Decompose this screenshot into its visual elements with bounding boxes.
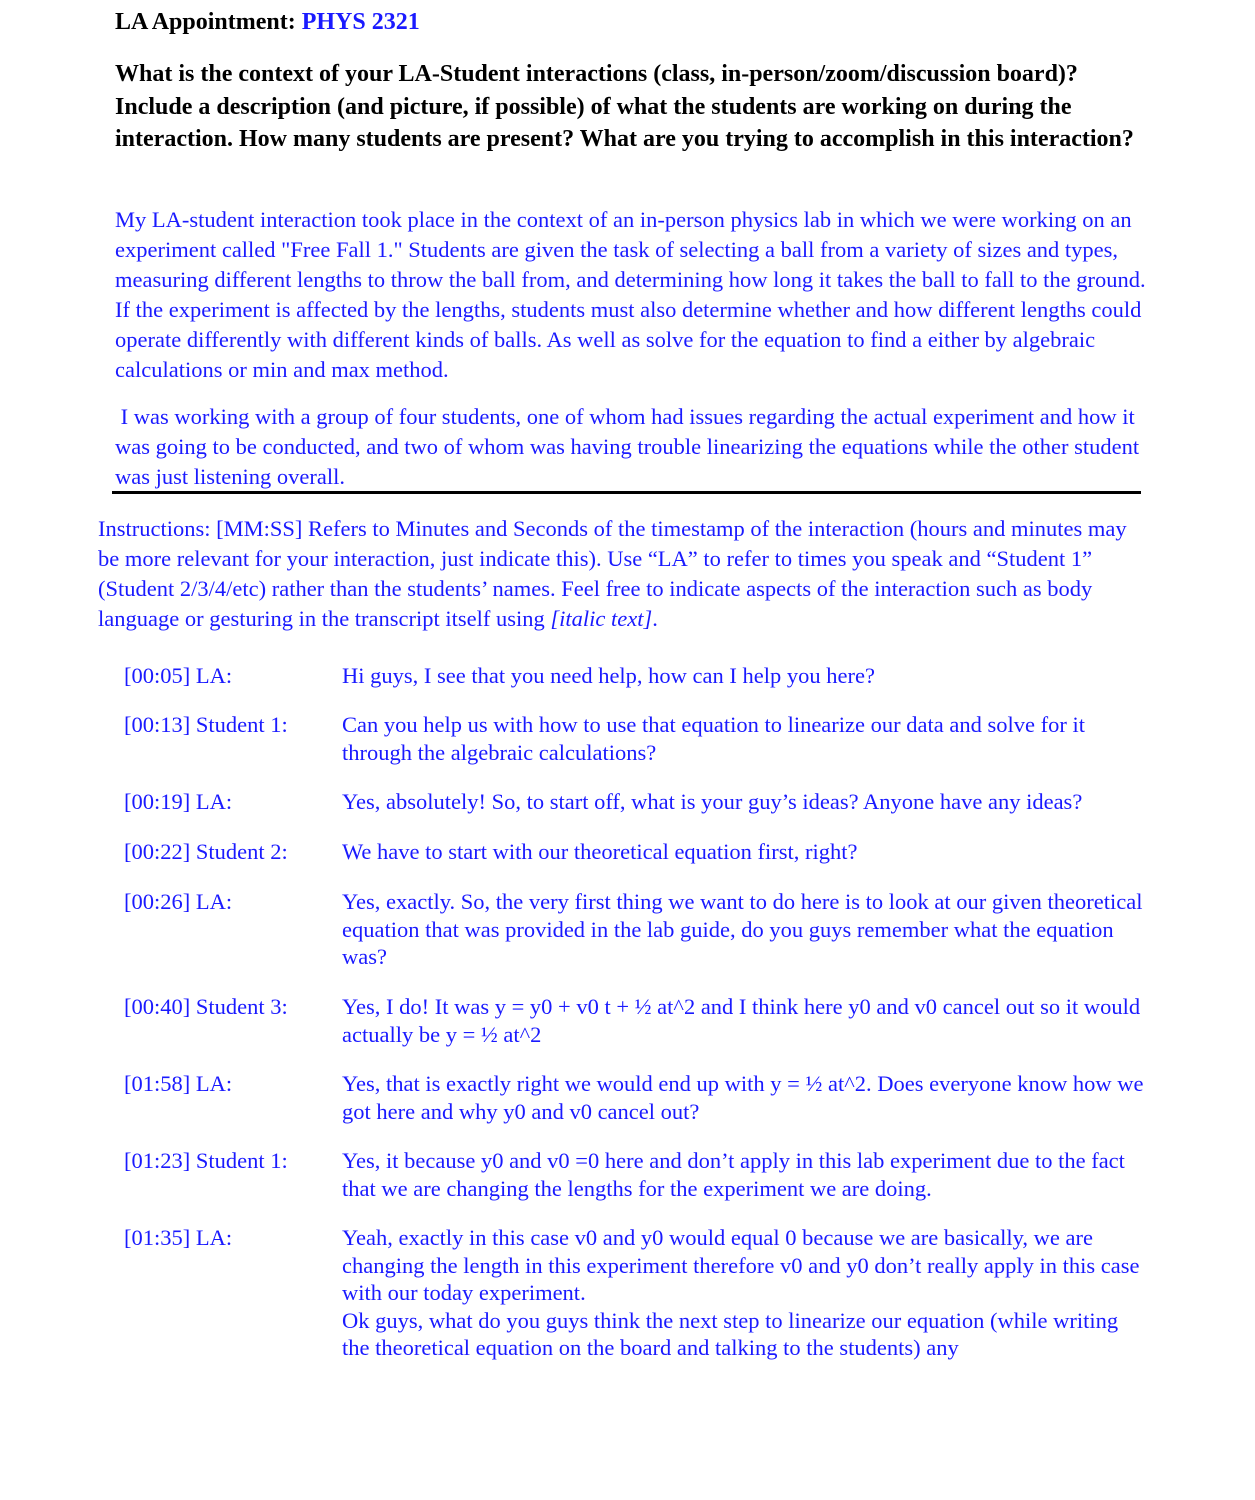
instructions-end: . [652,606,658,631]
utterance: Yes, it because y0 and v0 =0 here and don’t apply in this lab experiment due to the fact that we are changing the lengths for the experiment we are doing. [342,1148,1125,1201]
utterance: Can you help us with how to use that equation to linearize our data and solve for it through the algebraic calculations? [342,712,1085,765]
context-answer-paragraph-2: I was working with a group of four students, one of whom had issues regarding the actual experiment and how it was going to be conducted, and two of whom was having trouble linearizing the equations while the other student was just listening overall. [115,404,1145,489]
page-title [115,6,420,38]
timestamp-speaker: [01:35] LA: [124,1225,233,1250]
utterance: Yes, that is exactly right we would end up with y = ½ at^2. Does everyone know how we got here and why y0 and v0 cancel out? [342,1071,1144,1124]
timestamp-speaker: [00:22] Student 2: [124,839,288,864]
context-question: What is the context of your LA-Student interactions (class, in-person/zoom/discussion board)? Include a description (and picture, if possible) of what the students are working on during the interaction. How many students are present? What are you trying to accomplish in this interaction? [115,61,1134,152]
utterance: Yes, I do! It was y = y0 + v0 t + ½ at^2 and I think here y0 and v0 cancel out so it would actually be y = ½ at^2 [342,994,1141,1047]
timestamp-speaker: [00:05] LA: [124,663,233,688]
course-code: PHYS 2321 [301,9,420,35]
utterance [342,1224,1147,1362]
utterance: Hi guys, I see that you need help, how can I help you here? [342,663,875,688]
instructions-italic-example: [italic text] [550,606,653,631]
utterance: Yes, absolutely! So, to start off, what is your guy’s ideas? Anyone have any ideas? [342,789,1083,814]
section-divider [112,491,1141,494]
context-answer-paragraph-1: My LA-student interaction took place in the context of an in-person physics lab in which we were working on an experiment called "Free Fall 1." Students are given the task of selecting a ball from a variety of sizes and types, measuring different lengths to throw the ball from, and determining how long it takes the ball to fall to the ground. If the experiment is affected by the lengths, students must also determine whether and how different lengths could operate differently with different kinds of balls. As well as solve for the equation to find a either by algebraic calculations or min and max method. [115,207,1146,382]
instructions [98,514,1148,634]
timestamp-speaker: [00:40] Student 3: [124,994,288,1019]
instructions-text: Instructions: [MM:SS] Refers to Minutes and Seconds of the timestamp of the interaction (hours and minutes may be more relevant for your interaction, just indicate this). Use “LA” to refer to times you speak and “Student 1” (Student 2/3/4/etc) rather than the students’ names. Feel free to indicate aspects of the interaction such as body language or gesturing in the transcript itself using [98,516,1127,631]
timestamp-speaker: [00:19] LA: [124,789,233,814]
utterance-line: Yeah, exactly in this case v0 and y0 would equal 0 because we are basically, we are changing the length in this experiment therefore v0 and y0 don’t really apply in this case with our today experiment. [342,1225,1140,1305]
utterance: We have to start with our theoretical equation first, right? [342,839,858,864]
utterance-continuation: Ok guys, what do you guys think the next step to linearize our equation (while writing the theoretical equation on the board and talking to the students) any [342,1307,1119,1360]
timestamp-speaker: [01:58] LA: [124,1071,233,1096]
appointment-label: LA Appointment: [115,9,296,35]
timestamp-speaker: [00:13] Student 1: [124,712,288,737]
timestamp-speaker: [00:26] LA: [124,889,233,914]
timestamp-speaker: [01:23] Student 1: [124,1148,288,1173]
utterance: Yes, exactly. So, the very first thing we want to do here is to look at our given theoretical equation that was provided in the lab guide, do you guys remember what the equation was? [342,889,1143,969]
